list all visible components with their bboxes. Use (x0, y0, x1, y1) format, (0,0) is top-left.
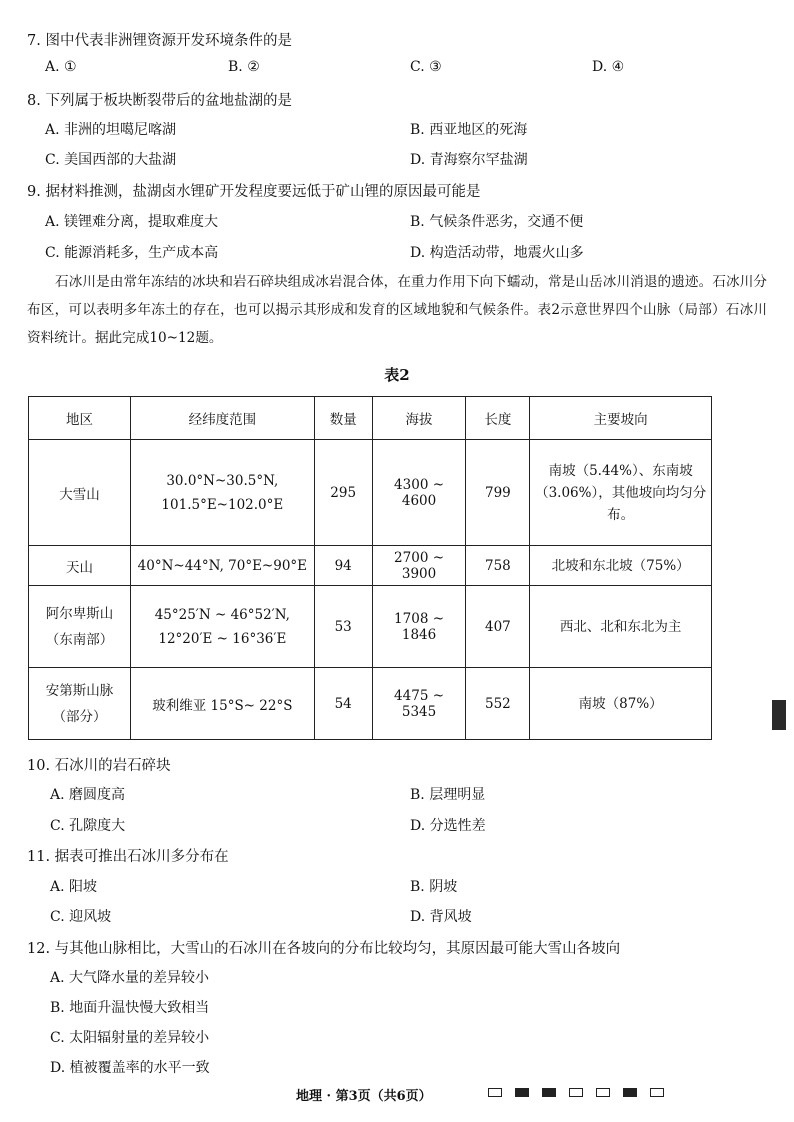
question-7-stem: 7. 图中代表非洲锂资源开发环境条件的是 (27, 33, 292, 49)
footer-box-empty (650, 1088, 664, 1097)
question-8-stem: 8. 下列属于板块断裂带后的盆地盐湖的是 (27, 93, 292, 109)
cell-altitude: 1708 ~ 1846 (372, 586, 466, 668)
footer-box-marks (488, 1088, 664, 1097)
cell-altitude: 4475 ~ 5345 (372, 668, 466, 740)
question-11-option-c: C. 迎风坡 (50, 909, 112, 925)
question-9-option-b: B. 气候条件恶劣，交通不便 (410, 214, 584, 230)
cell-region: 大雪山 (29, 440, 131, 546)
question-12-option-d: D. 植被覆盖率的水平一致 (50, 1060, 210, 1076)
table-row (29, 440, 712, 546)
page-footer: 地理 · 第3页（共6页） (296, 1089, 432, 1104)
cell-coords: 玻利维亚 15°S~ 22°S (130, 668, 314, 740)
header-region: 地区 (29, 397, 131, 440)
question-8-option-a: A. 非洲的坦噶尼喀湖 (45, 122, 177, 138)
cell-slope: 南坡（87%） (530, 668, 712, 740)
reading-passage (27, 268, 767, 352)
cell-slope: 北坡和东北坡（75%） (530, 546, 712, 586)
cell-altitude: 2700 ~ 3900 (372, 546, 466, 586)
question-9-stem: 9. 据材料推测，盐湖卤水锂矿开发程度要远低于矿山锂的原因最可能是 (27, 184, 481, 200)
question-11-option-b: B. 阴坡 (410, 879, 458, 895)
cell-count: 295 (314, 440, 372, 546)
region-text: 阿尔卑斯山（东南部） (45, 605, 114, 648)
question-8-option-b: B. 西亚地区的死海 (410, 122, 528, 138)
cell-count: 94 (314, 546, 372, 586)
cell-altitude: 4300 ~ 4600 (372, 440, 466, 546)
cell-slope: 西北、北和东北为主 (530, 586, 712, 668)
question-11-option-a: A. 阳坡 (50, 879, 98, 895)
question-7-option-c: C. ③ (410, 59, 442, 75)
header-slope: 主要坡向 (530, 397, 712, 440)
question-9-option-c: C. 能源消耗多，生产成本高 (45, 245, 219, 261)
coords-line: 12°20′E ~ 16°36′E (158, 630, 287, 647)
question-10-option-b: B. 层理明显 (410, 787, 486, 803)
cell-count: 53 (314, 586, 372, 668)
question-8-option-c: C. 美国西部的大盐湖 (45, 152, 177, 168)
question-11-stem: 11. 据表可推出石冰川多分布在 (27, 849, 229, 865)
question-7-option-a: A. ① (45, 59, 77, 75)
passage-text: 石冰川是由常年冻结的冰块和岩石碎块组成冰岩混合体，在重力作用下向下蠕动，常是山岳冰川消退的遗迹。石冰川分布区，可以表明多年冻土的存在，也可以揭示其形成和发育的区域地貌和气候条件。表2示意世界四个山脉（局部）石冰川资料统计。据此完成10~12题。 (27, 274, 767, 346)
question-11-option-d: D. 背风坡 (410, 909, 472, 925)
question-10-option-a: A. 磨圆度高 (50, 787, 126, 803)
question-12-option-b: B. 地面升温快慢大致相当 (50, 1000, 210, 1016)
question-9-option-a: A. 镁锂难分离，提取难度大 (45, 214, 219, 230)
question-12-option-c: C. 太阳辐射量的差异较小 (50, 1030, 210, 1046)
table-header-row (29, 397, 712, 440)
glacier-table (28, 396, 712, 740)
question-8-option-d: D. 青海察尔罕盐湖 (410, 152, 528, 168)
table-row (29, 546, 712, 586)
table-row (29, 668, 712, 740)
header-count: 数量 (314, 397, 372, 440)
question-9-option-d: D. 构造活动带，地震火山多 (410, 245, 584, 261)
question-7-option-b: B. ② (228, 59, 260, 75)
table-row (29, 586, 712, 668)
footer-box-empty (488, 1088, 502, 1097)
footer-box-filled (515, 1088, 529, 1097)
cell-region: 天山 (29, 546, 131, 586)
question-12-option-a: A. 大气降水量的差异较小 (50, 970, 210, 986)
side-tab-mark (772, 700, 786, 730)
question-10-option-d: D. 分选性差 (410, 818, 486, 834)
header-altitude: 海拔 (372, 397, 466, 440)
cell-slope: 南坡（5.44%）、东南坡（3.06%），其他坡向均匀分布。 (530, 440, 712, 546)
cell-coords (130, 586, 314, 668)
cell-region (29, 586, 131, 668)
header-coords: 经纬度范围 (130, 397, 314, 440)
cell-region (29, 668, 131, 740)
cell-coords (130, 440, 314, 546)
region-text: 安第斯山脉（部分） (45, 682, 114, 725)
cell-length: 758 (466, 546, 530, 586)
footer-box-empty (596, 1088, 610, 1097)
question-10-stem: 10. 石冰川的岩石碎块 (27, 758, 171, 774)
coords-line: 30.0°N~30.5°N, (166, 472, 279, 489)
question-7-option-d: D. ④ (592, 59, 625, 75)
cell-length: 552 (466, 668, 530, 740)
cell-length: 407 (466, 586, 530, 668)
header-length: 长度 (466, 397, 530, 440)
table-caption: 表2 (384, 366, 410, 384)
footer-box-filled (542, 1088, 556, 1097)
cell-count: 54 (314, 668, 372, 740)
cell-coords: 40°N~44°N, 70°E~90°E (130, 546, 314, 586)
coords-line: 101.5°E~102.0°E (161, 496, 284, 513)
question-12-stem: 12. 与其他山脉相比，大雪山的石冰川在各坡向的分布比较均匀，其原因最可能大雪山各坡向 (27, 941, 621, 957)
footer-box-empty (569, 1088, 583, 1097)
question-10-option-c: C. 孔隙度大 (50, 818, 126, 834)
footer-box-filled (623, 1088, 637, 1097)
coords-line: 45°25′N ~ 46°52′N, (154, 606, 290, 623)
cell-length: 799 (466, 440, 530, 546)
